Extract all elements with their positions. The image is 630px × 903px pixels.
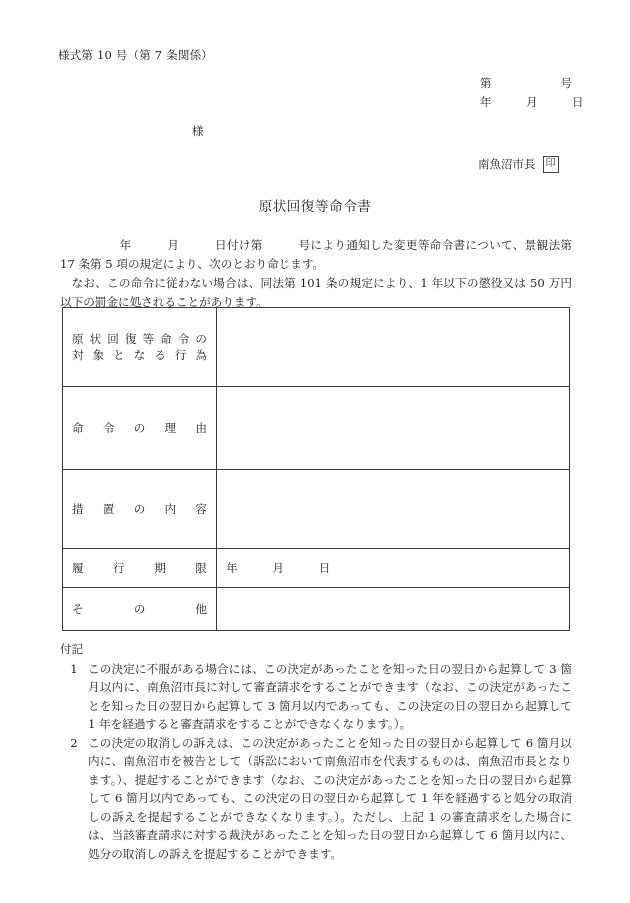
note-text: この決定の取消しの訴えは、この決定があったことを知った日の翌日から起算して 6 箇月以内に、南魚沼市を被告として（訴訟において南魚沼市を代表するものは、南魚沼市長となります。）、提起することができます（なお、この決定があったことを知った日の翌日から起算して 6 箇月以内であっても、この決定の日の翌日から起算して 1 年を経過すると処分の取消しの訴えを提起することができなくなります。）。ただし、上記 1 の審査請求をした場合には、当該審査請求に対する裁決があったことを知った日の翌日から起算して 6 箇月以内に、処分の取消しの訴えを提起することができます。 (88, 735, 572, 861)
note-number: 2 (70, 735, 78, 750)
body-text (60, 236, 572, 312)
table-row-label-target-act (63, 308, 217, 387)
issuer-name: 南魚沼市長 (478, 156, 536, 171)
appendix-notes (60, 640, 572, 863)
table-label-line: 履行期限 (72, 561, 207, 575)
note-text: この決定に不服がある場合には、この決定があったことを知った日の翌日から起算して 3 箇月以内に、南魚沼市長に対して審査請求をすることができます（なお、この決定があったことを知った日の翌日から起算して 3 箇月以内であっても、この決定の日の翌日から起算して 1 年を経過すると審査請求をすることができなくなります。）。 (88, 661, 572, 731)
form-number: 様式第 10 号（第 7 条関係） (58, 48, 213, 62)
document-date-field: 年 月 日 (480, 95, 584, 109)
appendix-heading: 付記 (60, 642, 84, 656)
table-row (63, 588, 570, 631)
list-item (60, 660, 572, 734)
table-row-label-other (63, 588, 217, 631)
table-row-label-deadline (63, 549, 217, 588)
table-label-line: 原状回復等命令の (72, 332, 207, 346)
table-cell-value-target-act[interactable] (217, 308, 570, 387)
order-details-table (62, 307, 570, 631)
table-label-line: 対象となる行為 (72, 348, 207, 362)
table-cell-value-other[interactable] (217, 588, 570, 631)
page-title: 原状回復等命令書 (258, 199, 372, 215)
table-row (63, 308, 570, 387)
document-number-field: 第 号 (480, 76, 572, 90)
table-cell-value-measures[interactable] (217, 470, 570, 549)
body-paragraph-2: なお、この命令に従わない場合は、同法第 101 条の規定により、1 年以下の懲役又は 50 万円以下の罰金に処されることがあります。 (60, 276, 572, 309)
table-row (63, 470, 570, 549)
table-cell-value-reason[interactable] (217, 387, 570, 470)
issuer-line (478, 156, 559, 173)
list-item (60, 734, 572, 864)
table-row-label-measures (63, 470, 217, 549)
table-row-label-reason (63, 387, 217, 470)
table-row (63, 387, 570, 470)
table-row (63, 549, 570, 588)
table-label-line: その他 (72, 602, 207, 616)
table-label-line: 命令の理由 (72, 421, 207, 435)
addressee-line: 様 (192, 124, 204, 138)
table-cell-value-deadline[interactable]: 年 月 日 (217, 549, 570, 588)
body-paragraph-1: 年 月 日付け第 号により通知した変更等命令書について、景観法第 17 条第 5 項の規定により、次のとおり命じます。 (60, 238, 572, 271)
table-label-line: 措置の内容 (72, 502, 207, 516)
seal-stamp-icon: 印 (543, 156, 559, 173)
note-number: 1 (70, 661, 78, 676)
